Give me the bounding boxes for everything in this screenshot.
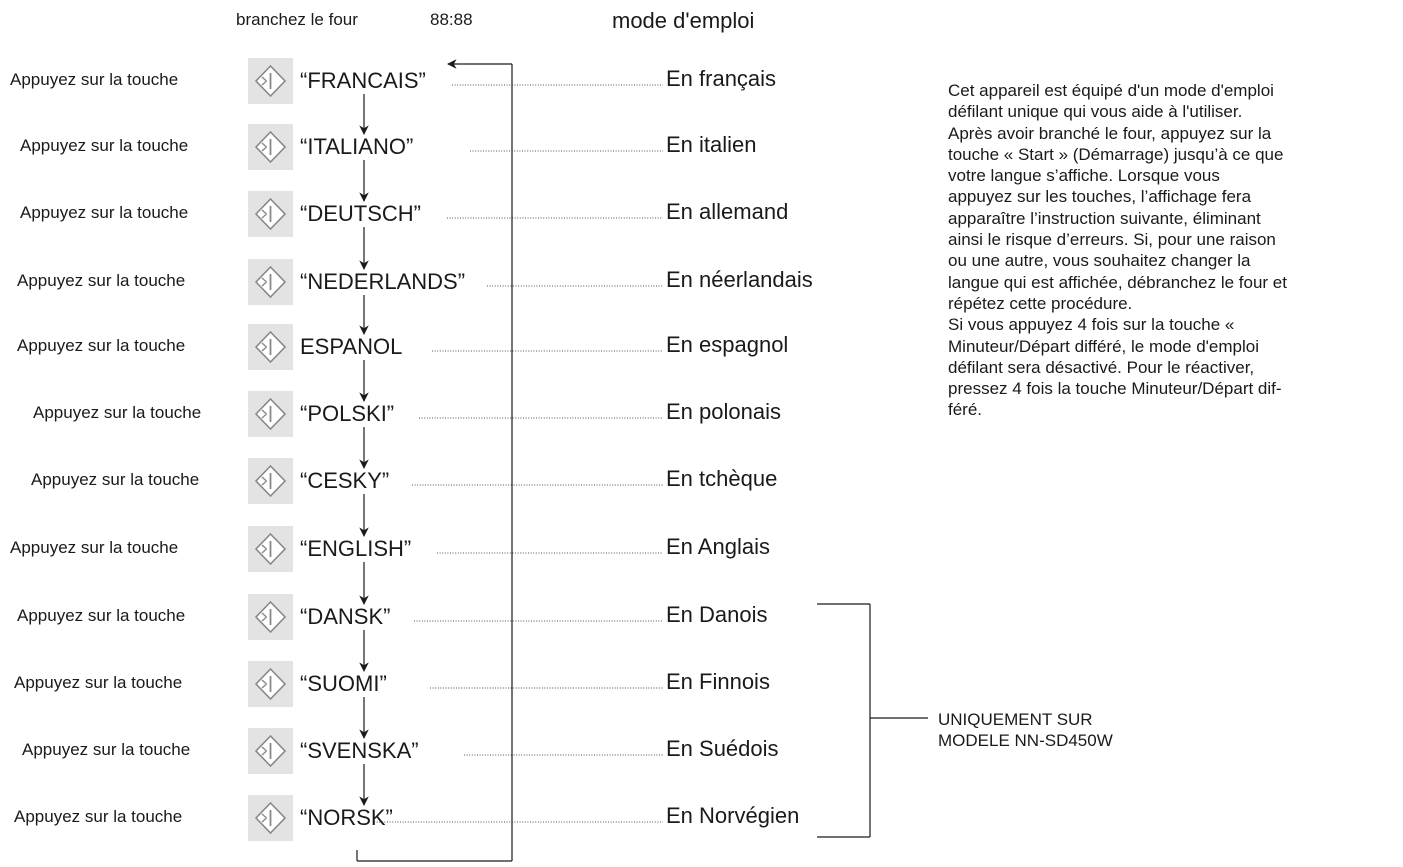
language-name: En néerlandais bbox=[666, 267, 813, 292]
press-instruction: Appuyez sur la touche bbox=[14, 807, 183, 826]
display-language-code: “CESKY” bbox=[300, 468, 390, 493]
display-language-code: ESPANOL bbox=[300, 334, 403, 359]
display-language-code: “FRANCAIS” bbox=[300, 68, 426, 93]
press-instruction: Appuyez sur la touche bbox=[17, 336, 186, 355]
header-plug-in: branchez le four bbox=[236, 10, 358, 29]
press-instruction: Appuyez sur la touche bbox=[17, 271, 186, 290]
language-name: En tchèque bbox=[666, 466, 778, 491]
description-text: Cet appareil est équipé d'un mode d'emploi défilant unique qui vous aide à l'utiliser. Après avoir branché le four, appuyez sur la touche « Start » (Démarrage) jusqu’à ce que votre langue s’affiche. Lorsque vous appuyez sur les touches, l’affichage fera apparaître l’instruction suivante, éliminant ainsi le risque d’erreurs. Si, pour une raison ou une autre, vous souhaitez changer la langue qui est affichée, débranchez le four et répétez cette procédure. Si vous appuyez 4 fois sur la touche « Minuteur/Départ différé, le mode d'emploi défilant sera désactivé. Pour le réactiver, pressez 4 fois la touche Minuteur/Départ dif- féré. bbox=[948, 81, 1287, 420]
display-language-code: “SVENSKA” bbox=[300, 738, 419, 763]
display-language-code: “NORSK” bbox=[300, 805, 393, 830]
press-instruction: Appuyez sur la touche bbox=[20, 203, 189, 222]
language-name: En italien bbox=[666, 132, 757, 157]
header-manual: mode d'emploi bbox=[612, 8, 755, 33]
language-name: En Finnois bbox=[666, 669, 770, 694]
display-language-code: “SUOMI” bbox=[300, 671, 387, 696]
display-language-code: “DANSK” bbox=[300, 604, 391, 629]
press-instruction: Appuyez sur la touche bbox=[20, 136, 189, 155]
model-note: UNIQUEMENT SUR MODELE NN-SD450W bbox=[938, 710, 1113, 750]
language-name: En Suédois bbox=[666, 736, 779, 761]
header-display: 88:88 bbox=[430, 10, 473, 29]
display-language-code: “POLSKI” bbox=[300, 401, 395, 426]
display-language-code: “ENGLISH” bbox=[300, 536, 412, 561]
press-instruction: Appuyez sur la touche bbox=[31, 470, 200, 489]
language-name: En Danois bbox=[666, 602, 768, 627]
press-instruction: Appuyez sur la touche bbox=[10, 70, 179, 89]
display-language-code: “NEDERLANDS” bbox=[300, 269, 466, 294]
press-instruction: Appuyez sur la touche bbox=[33, 403, 202, 422]
press-instruction: Appuyez sur la touche bbox=[10, 538, 179, 557]
language-name: En espagnol bbox=[666, 332, 789, 357]
display-language-code: “ITALIANO” bbox=[300, 134, 414, 159]
language-name: En polonais bbox=[666, 399, 781, 424]
press-instruction: Appuyez sur la touche bbox=[22, 740, 191, 759]
language-name: En allemand bbox=[666, 199, 789, 224]
press-instruction: Appuyez sur la touche bbox=[17, 606, 186, 625]
language-name: En Anglais bbox=[666, 534, 770, 559]
display-language-code: “DEUTSCH” bbox=[300, 201, 421, 226]
language-name: En Norvégien bbox=[666, 803, 800, 828]
press-instruction: Appuyez sur la touche bbox=[14, 673, 183, 692]
language-name: En français bbox=[666, 66, 777, 91]
